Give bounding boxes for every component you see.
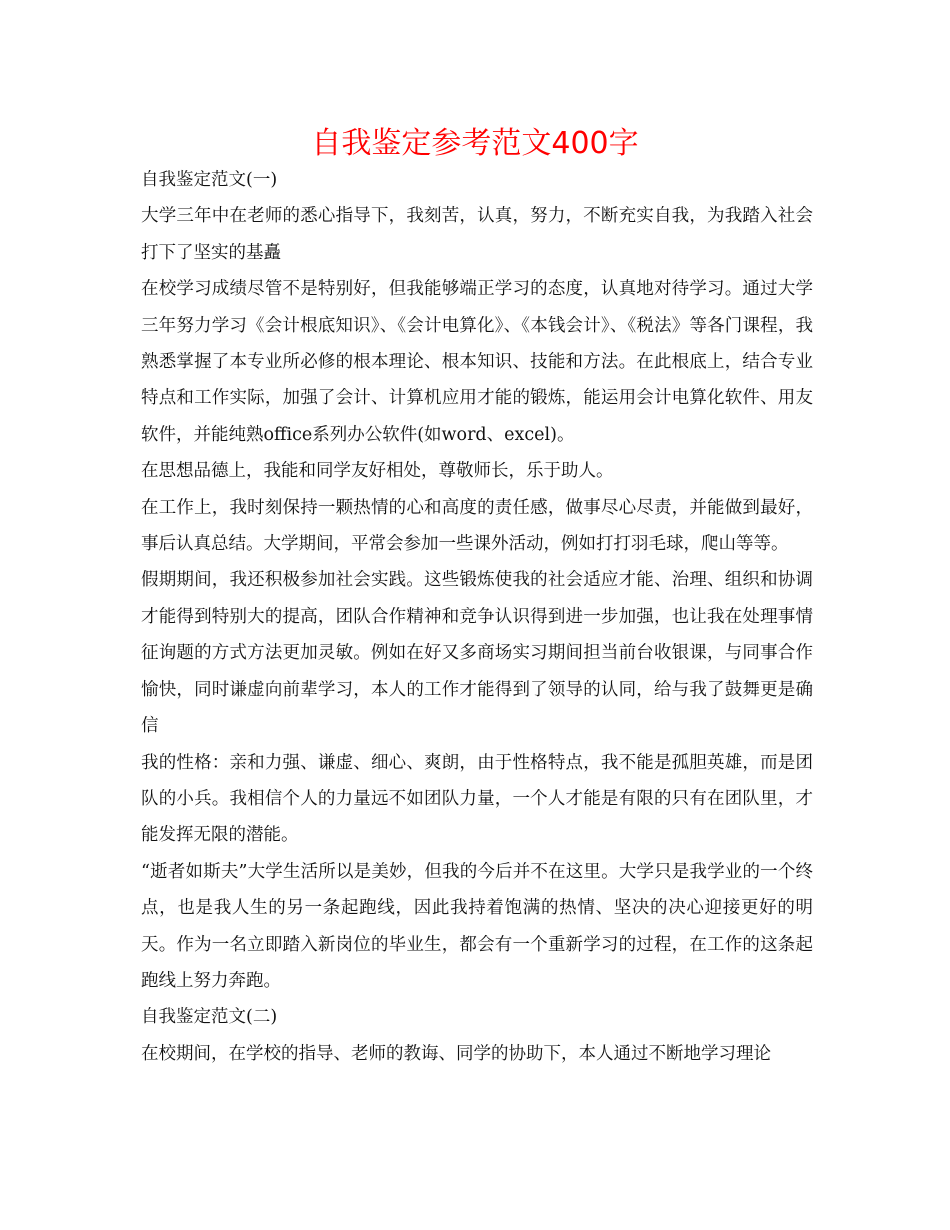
paragraph: 在校期间，在学校的指导、老师的教诲、同学的协助下，本人通过不断地学习理论 (141, 1043, 771, 1064)
paragraph: 我的性格：亲和力强、谦虚、细心、爽朗，由于性格特点，我不能是孤胆英雄，而是团队的小兵。我相信个人的力量远不如团队力量，一个人才能是有限的只有在团队里，才能发挥无限的潜能。 (141, 752, 813, 846)
section-heading: 自我鉴定范文(一) (141, 170, 278, 190)
paragraph: 在思想品德上，我能和同学友好相处，尊敬师长，乐于助人。 (141, 461, 614, 482)
paragraph: “逝者如斯夫”大学生活所以是美妙，但我的今后并不在这里。大学只是我学业的一个终点，也是我人生的另一条起跑线，因此我持着饱满的热情、坚决的决心迎接更好的明天。作为一名立即踏入新岗位的毕业生，都会有一个重新学习的过程，在工作的这条起跑线上努力奔跑。 (141, 861, 813, 991)
paragraph: 大学三年中在老师的悉心指导下，我刻苦，认真，努力，不断充实自我，为我踏入社会打下了坚实的基矗 (141, 206, 813, 263)
paragraph: 在校学习成绩尽管不是特别好，但我能够端正学习的态度，认真地对待学习。通过大学三年努力学习《会计根底知识》、《会计电算化》、《本钱会计》、《税法》等各门课程，我熟悉掌握了本专业所必修的根本理论、根本知识、技能和方法。在此根底上，结合专业特点和工作实际，加强了会计、计算机应用才能的锻炼，能运用会计电算化软件、用友软件，并能纯熟office系列办公软件(如word、excel)。 (141, 279, 813, 445)
section-heading: 自我鉴定范文(二) (141, 1007, 278, 1028)
paragraph: 在工作上，我时刻保持一颗热情的心和高度的责任感，做事尽心尽责，并能做到最好，事后认真总结。大学期间，平常会参加一些课外活动，例如打打羽毛球，爬山等等。 (141, 497, 813, 555)
paragraph: 假期期间，我还积极参加社会实践。这些锻炼使我的社会适应才能、治理、组织和协调才能得到特别大的提高，团队合作精神和竞争认识得到进一步加强，也让我在处理事情征询题的方式方法更加灵敏。例如在好又多商场实习期间担当前台收银课，与同事合作愉快，同时谦虚向前辈学习，本人的工作才能得到了领导的认同，给与我了鼓舞更是确信 (141, 570, 813, 737)
document-body (141, 162, 813, 1072)
document-title: 自我鉴定参考范文400字 (311, 126, 639, 161)
